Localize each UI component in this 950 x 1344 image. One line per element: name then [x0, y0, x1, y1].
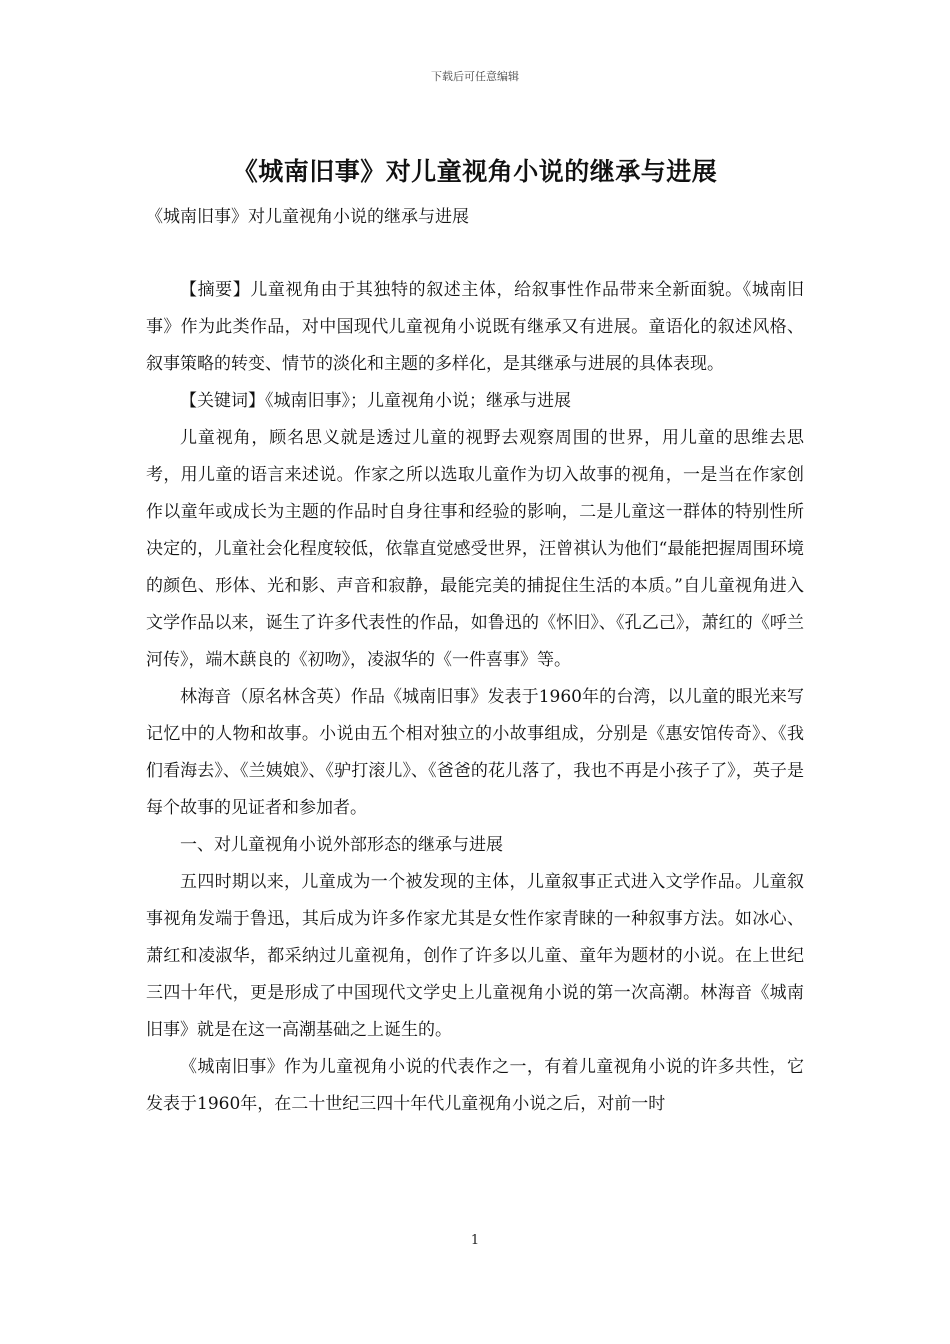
- body-paragraph: 林海音（原名林含英）作品《城南旧事》发表于1960年的台湾，以儿童的眼光来写记忆中的人物和故事。小说由五个相对独立的小故事组成，分别是《惠安馆传奇》、《我们看海去》、《兰姨娘》、《驴打滚儿》、《爸爸的花儿落了，我也不再是小孩子了》，英子是每个故事的见证者和参加者。: [146, 687, 804, 818]
- document-title: 《城南旧事》对儿童视角小说的继承与进展: [232, 157, 718, 186]
- abstract-paragraph: 【摘要】儿童视角由于其独特的叙述主体，给叙事性作品带来全新面貌。《城南旧事》作为此类作品，对中国现代儿童视角小说既有继承又有进展。童语化的叙述风格、叙事策略的转变、情节的淡化和主题的多样化，是其继承与进展的具体表现。: [146, 280, 804, 374]
- body-paragraph: 《城南旧事》作为儿童视角小说的代表作之一，有着儿童视角小说的许多共性，它发表于1960年，在二十世纪三四十年代儿童视角小说之后，对前一时: [146, 1057, 804, 1114]
- page-number: 1: [470, 1233, 480, 1248]
- keywords-paragraph: 【关键词】《城南旧事》；儿童视角小说；继承与进展: [180, 391, 571, 411]
- body-paragraph: 五四时期以来，儿童成为一个被发现的主体，儿童叙事正式进入文学作品。儿童叙事视角发端于鲁迅，其后成为许多作家尤其是女性作家青睐的一种叙事方法。如冰心、萧红和凌淑华，都采纳过儿童视角，创作了许多以儿童、童年为题材的小说。在上世纪三四十年代，更是形成了中国现代文学史上儿童视角小说的第一次高潮。林海音《城南旧事》就是在这一高潮基础之上诞生的。: [146, 872, 804, 1040]
- document-subtitle: 《城南旧事》对儿童视角小说的继承与进展: [146, 207, 469, 227]
- section-heading: 一、对儿童视角小说外部形态的继承与进展: [180, 835, 503, 855]
- document-body: [146, 272, 804, 1123]
- body-paragraph: 儿童视角，顾名思义就是透过儿童的视野去观察周围的世界，用儿童的思维去思考，用儿童的语言来述说。作家之所以选取儿童作为切入故事的视角，一是当在作家创作以童年或成长为主题的作品时自身往事和经验的影响，二是儿童这一群体的特别性所决定的，儿童社会化程度较低，依靠直觉感受世界，汪曾祺认为他们“最能把握周围环境的颜色、形体、光和影、声音和寂静，最能完美的捕捉住生活的本质。”自儿童视角进入文学作品以来，诞生了许多代表性的作品，如鲁迅的《怀旧》、《孔乙己》，萧红的《呼兰河传》，端木蕻良的《初吻》，凌淑华的《一件喜事》等。: [146, 428, 804, 670]
- header-note: 下载后可任意编辑: [431, 70, 519, 83]
